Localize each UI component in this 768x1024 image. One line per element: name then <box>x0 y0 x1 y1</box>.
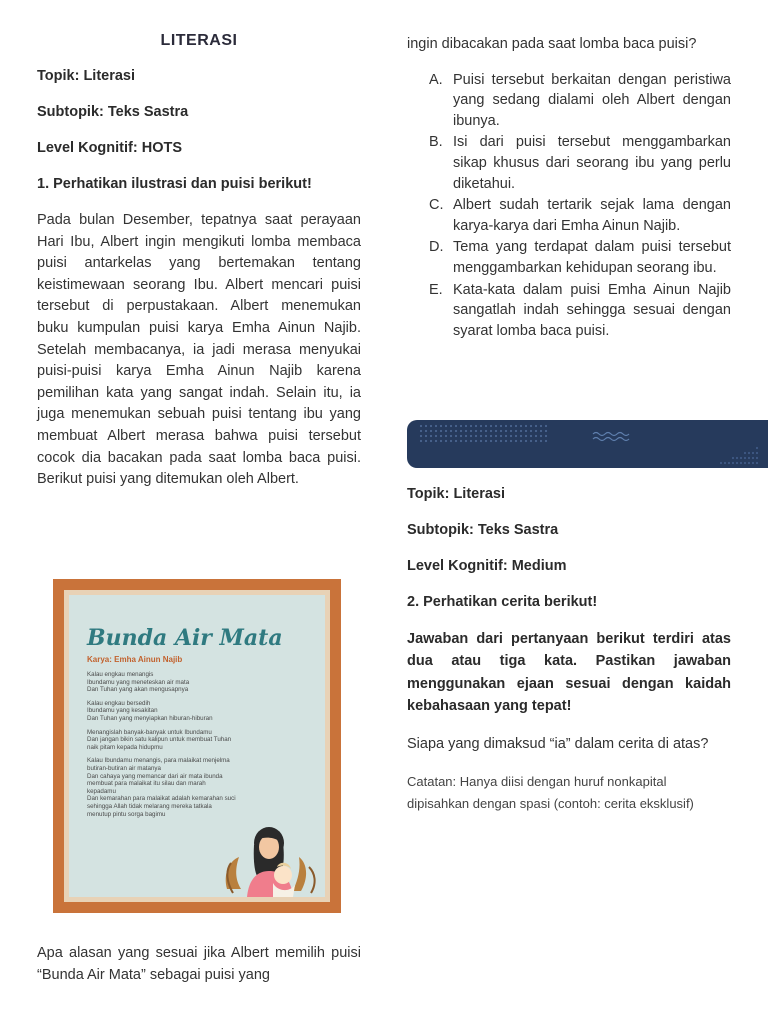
poem-stanza <box>87 757 311 818</box>
poem-title: Bunda Air Mata <box>87 625 283 651</box>
poem-line: Kalau Ibundamu menangis, para malaikat menjelma <box>87 757 230 765</box>
poem-line: Dan Tuhan yang akan mengusapnya <box>87 686 189 694</box>
right-column <box>407 34 731 342</box>
poem-line: Ibundamu yang meneteskan air mata <box>87 678 190 686</box>
mother-child-illustration <box>219 819 319 897</box>
answer-option <box>407 70 731 132</box>
option-text: Tema yang terdapat dalam puisi tersebut menggambarkan kehidupan seorang ibu. <box>453 239 731 276</box>
poem-paper <box>69 595 325 897</box>
topic-label-2: Topik: Literasi <box>407 486 506 502</box>
level-label-2: Level Kognitif: Medium <box>407 558 567 574</box>
level-label-1: Level Kognitif: HOTS <box>37 140 182 156</box>
poem-line: Dan kemarahan para malaikat adalah kemarahan suci <box>87 795 236 803</box>
page-title: LITERASI <box>160 32 238 49</box>
poem-line: membuat para malaikat itu silau dan marah <box>87 780 206 788</box>
topic-label-1: Topik: Literasi <box>37 68 136 84</box>
subtopic-label-2: Subtopik: Teks Sastra <box>407 522 559 538</box>
poem-line: butiran-butiran air matanya <box>87 764 161 772</box>
poem-stanza <box>87 671 311 694</box>
option-letter: D. <box>429 239 444 256</box>
question-1-heading: 1. Perhatikan ilustrasi dan puisi berikut! <box>37 176 312 192</box>
poem-line: Kalau engkau menangis <box>87 671 154 678</box>
section-divider-banner <box>407 420 768 468</box>
option-letter: A. <box>429 71 443 88</box>
answer-note: Catatan: Hanya diisi dengan huruf nonkapital dipisahkan dengan spasi (contoh: cerita eksklusif) <box>407 774 694 811</box>
answer-options <box>407 70 731 342</box>
subtopic-label-1: Subtopik: Teks Sastra <box>37 104 189 120</box>
poem-line: Dan cahaya yang memancar dari air mata ibunda <box>87 772 223 780</box>
option-letter: C. <box>429 197 444 214</box>
question-2-instruction: Jawaban dari pertanyaan berikut terdiri atas dua atau tiga kata. Pastikan jawaban menggunakan ejaan sesuai dengan kaidah kebahasaan yang tepat! <box>407 631 731 715</box>
question-2-text: Siapa yang dimaksud “ia” dalam cerita di atas? <box>407 735 709 752</box>
story-paragraph: Pada bulan Desember, tepatnya saat perayaan Hari Ibu, Albert ingin mengikuti lomba membaca puisi antarkelas yang bertemakan tentang keistimewaan seorang Ibu. Albert mencari puisi tersebut di perpustakaan. Albert menemukan buku kumpulan puisi karya Emha Ainun Najib. Setelah membacanya, ia jadi merasa menyukai puisi-puisi karya Emha Ainun Najib karena pemilihan kata yang sangat indah. Selain itu, ia juga menemukan sebuah puisi tentang ibu yang membuat Albert merasa bahwa puisi tersebut cocok dia bacakan pada saat lomba baca puisi. Berikut puisi yang ditemukan oleh Albert. <box>37 212 361 488</box>
poem-line: Menangislah banyak-banyak untuk Ibundamu <box>87 728 212 736</box>
poem-stanza <box>87 700 311 723</box>
poem-stanza <box>87 729 311 752</box>
poem-line: sehingga Allah tidak melarang mereka tatkala <box>87 802 212 810</box>
answer-option <box>407 132 731 194</box>
question-1-text: Apa alasan yang sesuai jika Albert memilih puisi “Bunda Air Mata” sebagai puisi yang <box>37 945 361 983</box>
question-2-heading: 2. Perhatikan cerita berikut! <box>407 594 598 610</box>
poem-line: naik pitam kepada hidupmu <box>87 743 163 751</box>
poem-line: Dan jangan bikin satu kalipun untuk membuat Tuhan <box>87 736 232 744</box>
answer-option <box>407 280 731 342</box>
poem-line: Kalau engkau bersedih <box>87 699 151 707</box>
option-text: Albert sudah tertarik sejak lama dengan karya-karya dari Emha Ainun Najib. <box>453 197 731 234</box>
option-text: Isi dari puisi tersebut menggambarkan sikap khusus dari seorang ibu yang perlu diketahui. <box>453 134 731 192</box>
option-letter: B. <box>429 134 443 151</box>
option-letter: E. <box>429 281 443 298</box>
poem-line: menutup pintu sorga bagimu <box>87 810 166 818</box>
poem-line: kepadamu <box>87 787 116 795</box>
poem-author: Karya: Emha Ainun Najib <box>87 655 183 664</box>
option-text: Puisi tersebut berkaitan dengan peristiwa yang sedang dialami oleh Albert dengan ibunya. <box>453 71 731 129</box>
question-2-section <box>407 486 731 814</box>
banner-pattern <box>407 420 768 468</box>
answer-option <box>407 195 731 236</box>
answer-option <box>407 237 731 278</box>
left-column <box>37 32 361 491</box>
poem-line: Dan Tuhan yang menyiapkan hiburan-hiburan <box>87 714 213 722</box>
poem-body <box>83 671 311 818</box>
option-text: Kata-kata dalam puisi Emha Ainun Najib sangatlah indah sehingga sesuai dengan syarat lomba baca puisi. <box>453 281 731 339</box>
poem-line: Ibundamu yang kesakitan <box>87 707 158 715</box>
poem-illustration <box>53 579 341 913</box>
question-1-text-continued: ingin dibacakan pada saat lomba baca puisi? <box>407 36 697 52</box>
